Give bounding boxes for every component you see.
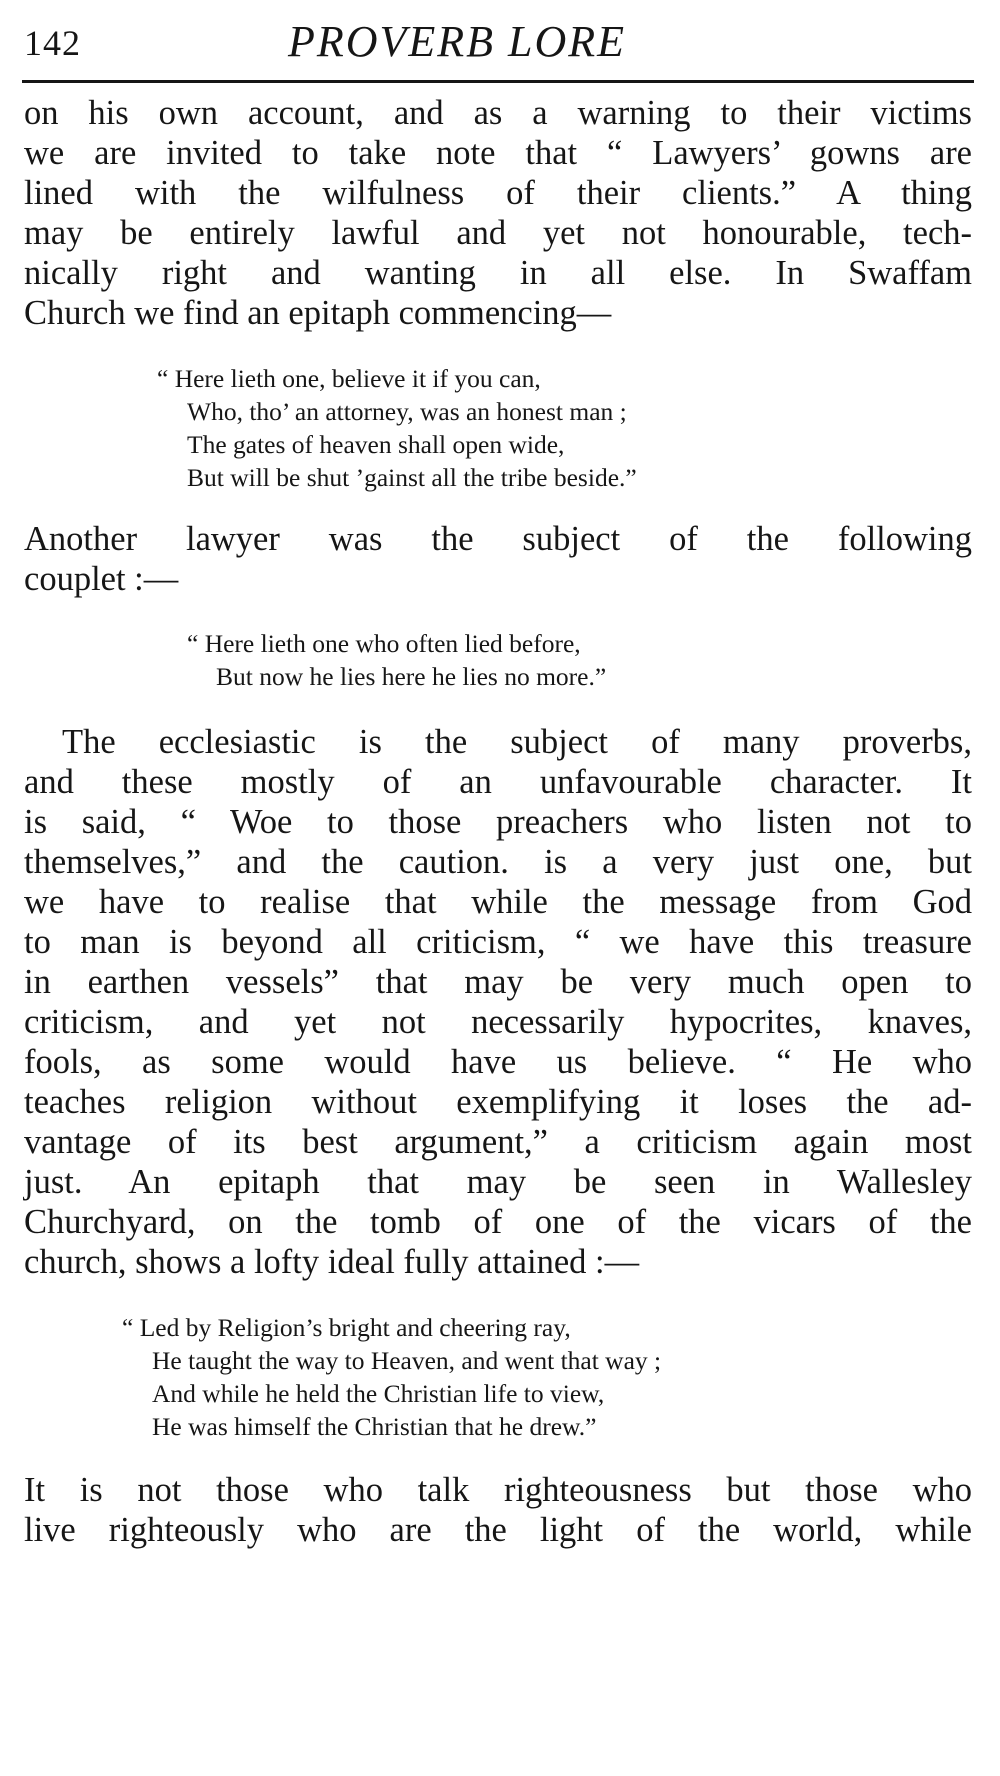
page-number: 142 [24, 23, 81, 63]
text-line: criticism, and yet not necessarily hypocrites, knaves, [24, 1003, 972, 1041]
text-line: is said, “ Woe to those preachers who listen not to [24, 803, 972, 841]
verse-line: But now he lies here he lies no more.” [216, 662, 607, 691]
text-line: on his own account, and as a warning to their victims [24, 94, 972, 132]
verse-line: He taught the way to Heaven, and went that way ; [152, 1346, 662, 1375]
verse-line: “ Here lieth one who often lied before, [187, 629, 581, 658]
text-line: Another lawyer was the subject of the following [24, 520, 972, 558]
text-line: we have to realise that while the message from God [24, 883, 972, 921]
text-line: lined with the wilfulness of their clients.” A thing [24, 174, 972, 212]
text-line: themselves,” and the caution. is a very just one, but [24, 843, 972, 881]
running-title: PROVERB LORE [288, 17, 627, 66]
text-line: church, shows a lofty ideal fully attained :— [24, 1243, 640, 1281]
text-line: fools, as some would have us believe. “ He who [24, 1043, 972, 1081]
verse-line: “ Here lieth one, believe it if you can, [157, 364, 541, 393]
verse-line: Who, tho’ an attorney, was an honest man ; [187, 397, 627, 426]
verse-line: And while he held the Christian life to view, [152, 1379, 605, 1408]
text-line: nically right and wanting in all else. In Swaffam [24, 254, 972, 292]
text-line: teaches religion without exemplifying it loses the ad- [24, 1083, 972, 1121]
page-header [24, 16, 974, 76]
text-line: The ecclesiastic is the subject of many proverbs, [62, 723, 972, 761]
verse-line: “ Led by Religion’s bright and cheering ray, [122, 1313, 571, 1342]
header-rule [22, 80, 974, 83]
text-line: may be entirely lawful and yet not honourable, tech- [24, 214, 972, 252]
verse-line: The gates of heaven shall open wide, [187, 430, 565, 459]
text-line: to man is beyond all criticism, “ we have this treasure [24, 923, 972, 961]
text-line: just. An epitaph that may be seen in Wallesley [24, 1163, 972, 1201]
text-line: Church we find an epitaph commencing— [24, 294, 612, 332]
text-line: in earthen vessels” that may be very much open to [24, 963, 972, 1001]
text-line: and these mostly of an unfavourable character. It [24, 763, 972, 801]
text-line: we are invited to take note that “ Lawyers’ gowns are [24, 134, 972, 172]
text-line: live righteously who are the light of the world, while [24, 1511, 972, 1549]
verse-line: He was himself the Christian that he drew.” [152, 1412, 597, 1441]
text-line: vantage of its best argument,” a criticism again most [24, 1123, 972, 1161]
verse-line: But will be shut ’gainst all the tribe beside.” [187, 463, 637, 492]
text-line: Churchyard, on the tomb of one of the vicars of the [24, 1203, 972, 1241]
text-line: couplet :— [24, 560, 179, 598]
text-line: It is not those who talk righteousness but those who [24, 1471, 972, 1509]
